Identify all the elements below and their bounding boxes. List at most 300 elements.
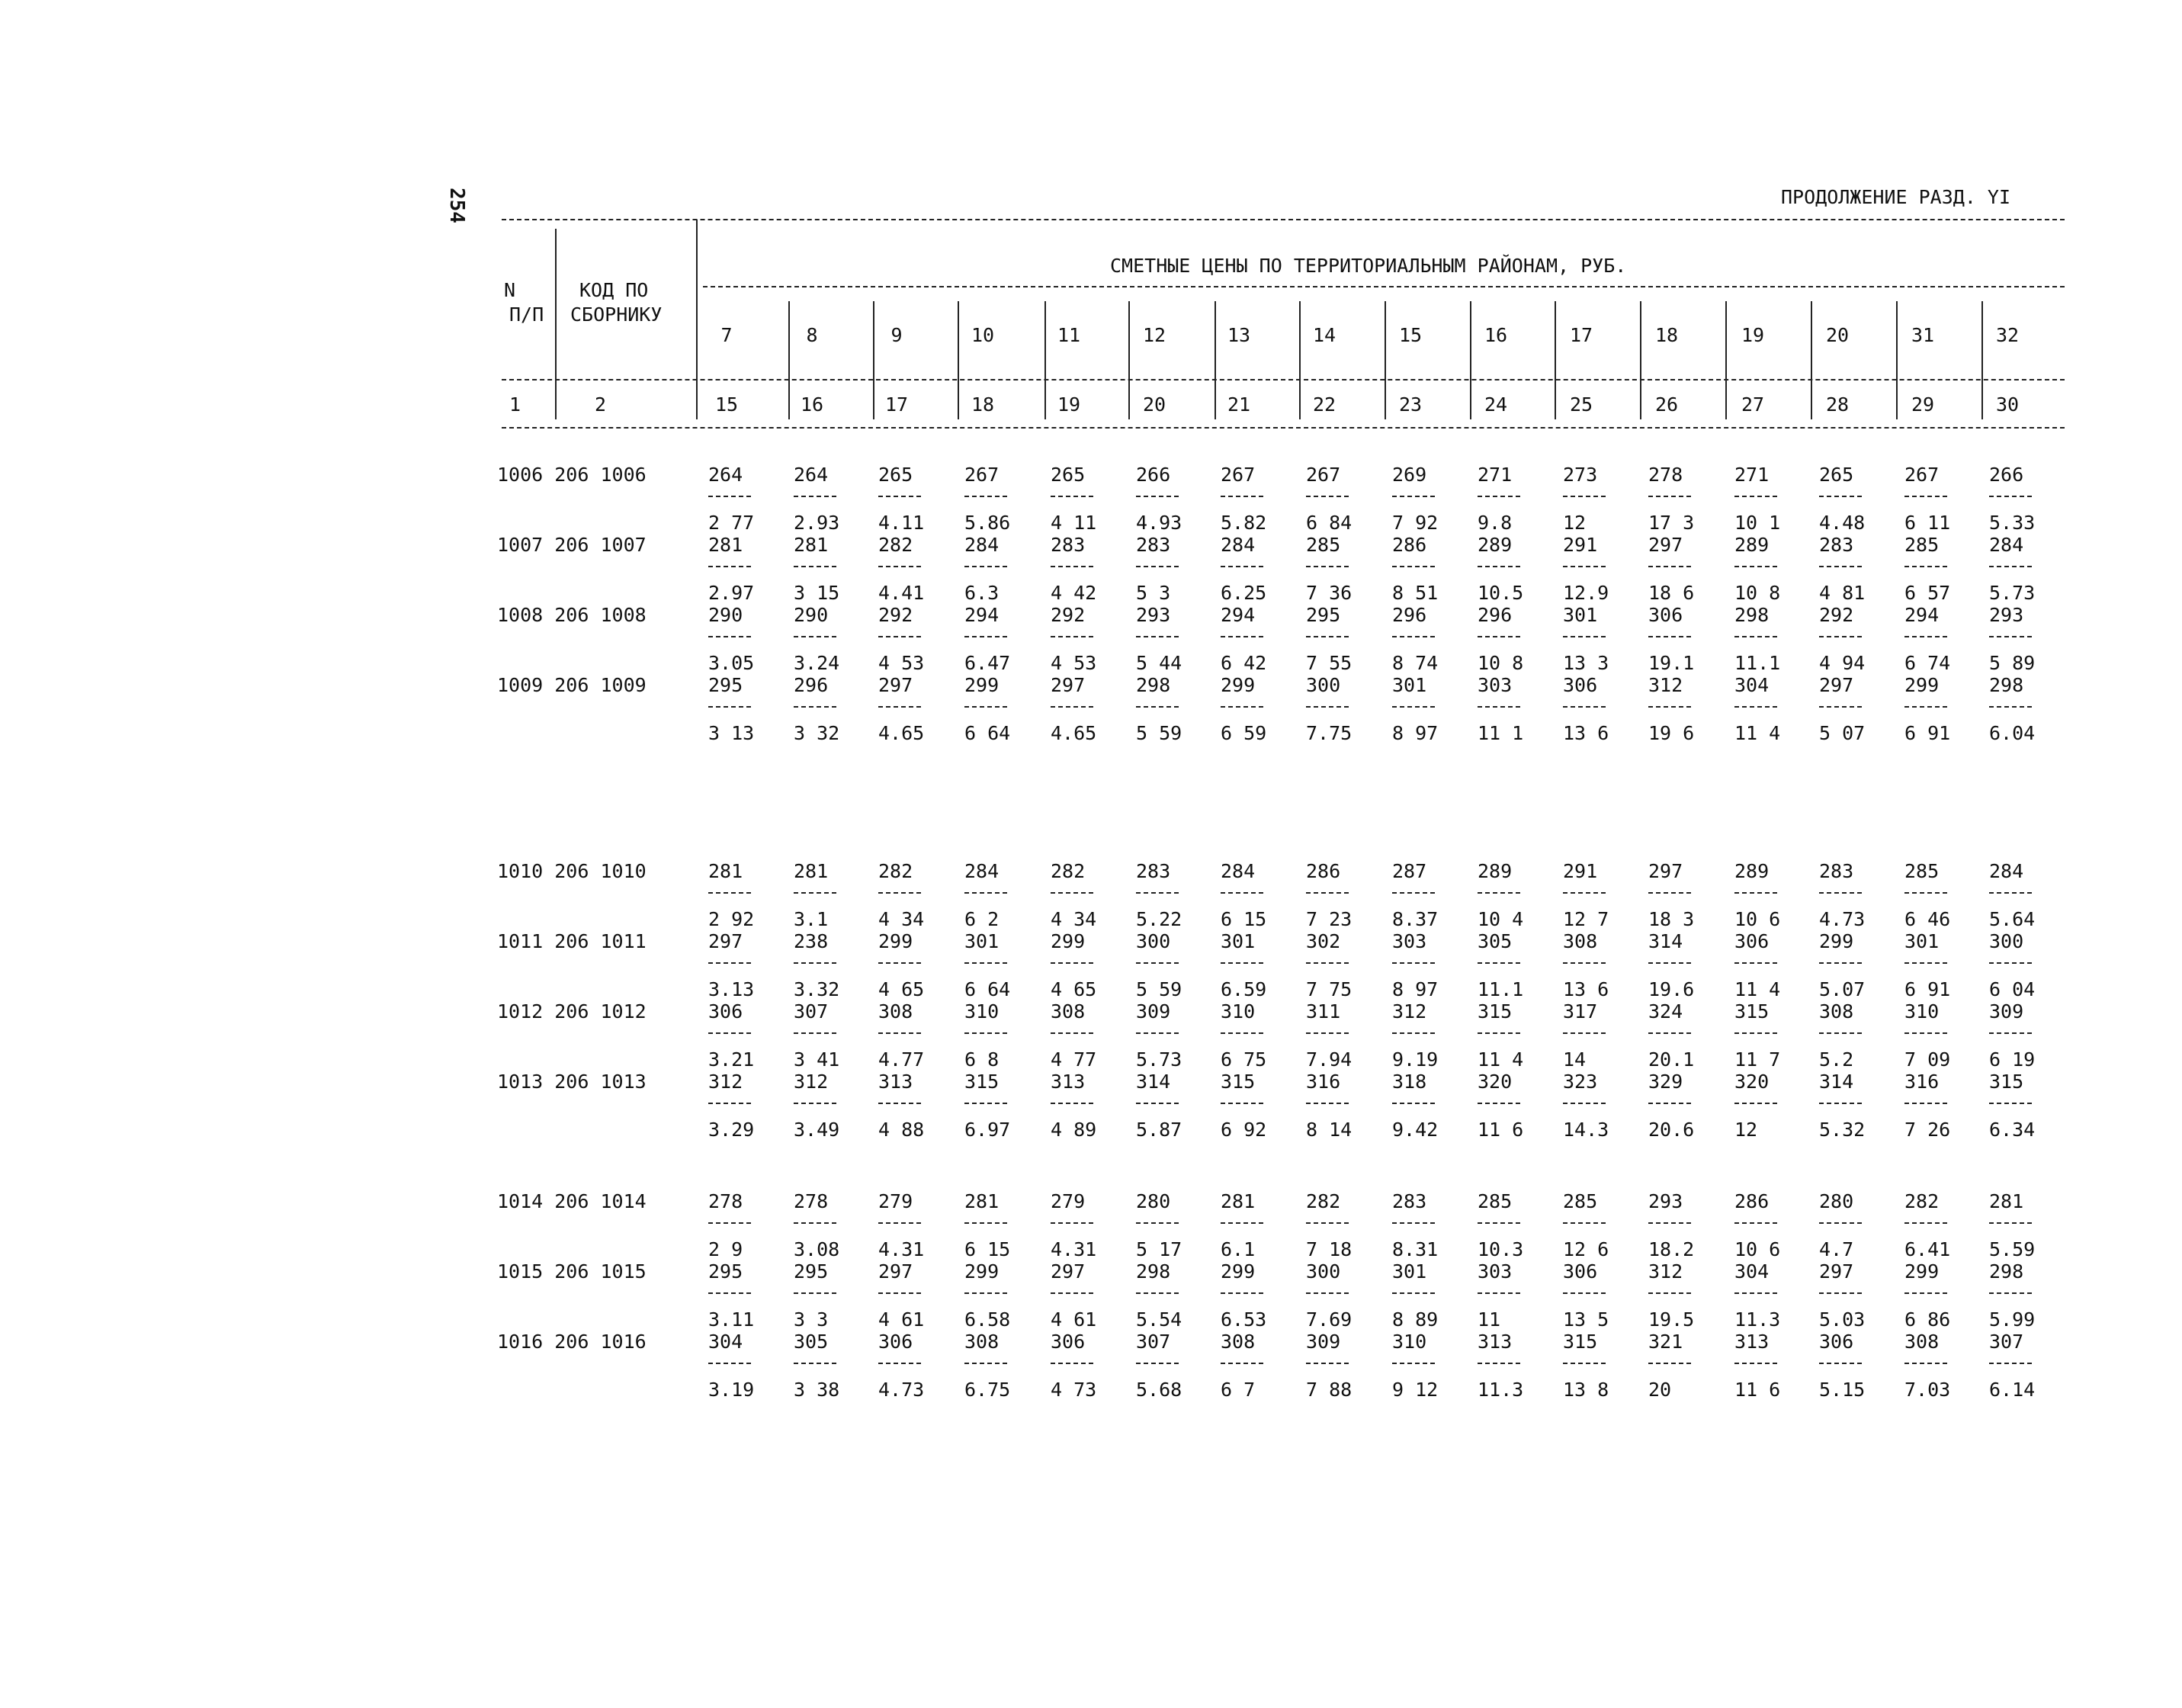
price-top: 298 [1136, 674, 1171, 696]
price-top: 281 [1989, 1190, 2024, 1212]
fraction-bar [1392, 706, 1435, 708]
price-bottom: 6 75 [1221, 1048, 1267, 1071]
price-top: 306 [1734, 930, 1770, 952]
price-bottom: 4.41 [878, 582, 925, 604]
price-bottom: 6.75 [964, 1379, 1011, 1401]
fraction-bar [878, 1103, 921, 1104]
price-top: 267 [964, 464, 1000, 486]
fraction-bar [964, 636, 1007, 637]
price-top: 317 [1563, 1000, 1598, 1023]
district-group-title: СМЕТНЫЕ ЦЕНЫ ПО ТЕРРИТОРИАЛЬНЫМ РАЙОНАМ, РУБ. [1110, 255, 1627, 277]
row-code: 1010 206 1010 [497, 860, 647, 882]
price-bottom: 6 15 [964, 1238, 1011, 1260]
price-top: 323 [1563, 1071, 1598, 1093]
column-number: 23 [1398, 393, 1423, 416]
fraction-bar [964, 1292, 1007, 1294]
fraction-bar [1392, 1032, 1435, 1034]
fraction-bar [1136, 892, 1179, 894]
price-bottom: 6.53 [1221, 1308, 1267, 1331]
price-bottom: 5 89 [1989, 652, 2036, 674]
price-bottom: 3 41 [794, 1048, 840, 1071]
column-divider [1896, 301, 1898, 419]
price-bottom: 8 74 [1392, 652, 1439, 674]
price-bottom: 6.97 [964, 1119, 1011, 1141]
fraction-bar [1563, 892, 1606, 894]
fraction-bar [1478, 1222, 1520, 1224]
price-bottom: 8 51 [1392, 582, 1439, 604]
price-top: 300 [1136, 930, 1171, 952]
price-bottom: 4 61 [878, 1308, 925, 1331]
fraction-bar [1563, 1363, 1606, 1364]
price-top: 299 [964, 674, 1000, 696]
price-top: 329 [1648, 1071, 1683, 1093]
price-bottom: 4.93 [1136, 512, 1182, 534]
fraction-bar [1904, 892, 1947, 894]
fraction-bar [878, 1292, 921, 1294]
price-top: 283 [1136, 534, 1171, 556]
district-label: 31 [1911, 324, 1935, 346]
price-top: 309 [1989, 1000, 2024, 1023]
price-bottom: 2 92 [708, 908, 755, 930]
price-bottom: 8.31 [1392, 1238, 1439, 1260]
price-top: 283 [1819, 860, 1854, 882]
price-bottom: 3.1 [794, 908, 829, 930]
price-bottom: 6 8 [964, 1048, 1000, 1071]
price-bottom: 10 8 [1478, 652, 1524, 674]
price-bottom: 7 36 [1306, 582, 1353, 604]
fraction-bar [1306, 566, 1349, 567]
price-bottom: 4 77 [1051, 1048, 1097, 1071]
fraction-bar [708, 566, 751, 567]
fraction-bar [1136, 1363, 1179, 1364]
price-bottom: 7.94 [1306, 1048, 1353, 1071]
price-top: 307 [1989, 1331, 2024, 1353]
price-bottom: 19.1 [1648, 652, 1695, 674]
price-top: 303 [1478, 1260, 1513, 1283]
price-bottom: 4.65 [1051, 722, 1097, 744]
fraction-bar [1136, 962, 1179, 964]
header-bottom-rule [502, 427, 2065, 429]
price-bottom: 6 92 [1221, 1119, 1267, 1141]
fraction-bar [1904, 636, 1947, 637]
price-top: 282 [1051, 860, 1086, 882]
price-bottom: 6 11 [1904, 512, 1951, 534]
price-top: 299 [964, 1260, 1000, 1283]
price-top: 278 [708, 1190, 743, 1212]
fraction-bar [1819, 1292, 1862, 1294]
fraction-bar [1648, 706, 1691, 708]
price-top: 291 [1563, 860, 1598, 882]
price-top: 281 [964, 1190, 1000, 1212]
price-top: 282 [878, 534, 913, 556]
fraction-bar [1478, 1292, 1520, 1294]
price-top: 297 [878, 1260, 913, 1283]
price-bottom: 3.49 [794, 1119, 840, 1141]
price-bottom: 4.31 [878, 1238, 925, 1260]
fraction-bar [1904, 706, 1947, 708]
price-bottom: 3.24 [794, 652, 840, 674]
fraction-bar [1136, 706, 1179, 708]
price-top: 266 [1989, 464, 2024, 486]
price-top: 306 [1819, 1331, 1854, 1353]
price-top: 315 [1563, 1331, 1598, 1353]
price-top: 292 [1051, 604, 1086, 626]
price-top: 286 [1392, 534, 1427, 556]
price-top: 314 [1648, 930, 1683, 952]
fraction-bar [1563, 566, 1606, 567]
price-bottom: 3 38 [794, 1379, 840, 1401]
district-label: 10 [971, 324, 995, 346]
fraction-bar [1478, 636, 1520, 637]
price-bottom: 3 3 [794, 1308, 829, 1331]
fraction-bar [794, 1103, 836, 1104]
price-top: 309 [1136, 1000, 1171, 1023]
price-top: 306 [1648, 604, 1683, 626]
price-top: 299 [1221, 1260, 1256, 1283]
price-bottom: 5.03 [1819, 1308, 1866, 1331]
fraction-bar [1051, 636, 1093, 637]
column-number: 28 [1825, 393, 1850, 416]
price-top: 295 [1306, 604, 1341, 626]
price-bottom: 3.13 [708, 978, 755, 1000]
row-code: 1011 206 1011 [497, 930, 647, 952]
price-bottom: 6 15 [1221, 908, 1267, 930]
fraction-bar [708, 706, 751, 708]
fraction-bar [1734, 892, 1777, 894]
price-top: 312 [1648, 1260, 1683, 1283]
row-code: 1015 206 1015 [497, 1260, 647, 1283]
price-bottom: 6 86 [1904, 1308, 1951, 1331]
fraction-bar [1221, 962, 1263, 964]
price-top: 302 [1306, 930, 1341, 952]
price-top: 281 [708, 534, 743, 556]
price-top: 299 [1904, 674, 1940, 696]
fraction-bar [1478, 1363, 1520, 1364]
fraction-bar [1819, 566, 1862, 567]
price-top: 299 [878, 930, 913, 952]
fraction-bar [1989, 1222, 2032, 1224]
price-top: 300 [1306, 1260, 1341, 1283]
column-divider [1640, 301, 1641, 419]
price-bottom: 6.58 [964, 1308, 1011, 1331]
price-top: 320 [1734, 1071, 1770, 1093]
price-bottom: 10 4 [1478, 908, 1524, 930]
price-top: 290 [794, 604, 829, 626]
price-top: 299 [1819, 930, 1854, 952]
price-top: 264 [794, 464, 829, 486]
district-label: 32 [1995, 324, 2020, 346]
price-top: 284 [1989, 860, 2024, 882]
fraction-bar [1989, 1363, 2032, 1364]
column-divider [1128, 301, 1130, 419]
price-top: 283 [1136, 860, 1171, 882]
price-bottom: 2.97 [708, 582, 755, 604]
price-top: 278 [794, 1190, 829, 1212]
price-bottom: 12 [1734, 1119, 1758, 1141]
fraction-bar [1221, 1292, 1263, 1294]
fraction-bar [1051, 706, 1093, 708]
row-code: 1014 206 1014 [497, 1190, 647, 1212]
column-divider [1299, 301, 1301, 419]
price-top: 282 [1904, 1190, 1940, 1212]
column-divider [1555, 301, 1556, 419]
fraction-bar [794, 566, 836, 567]
price-top: 308 [1221, 1331, 1256, 1353]
fraction-bar [1221, 1032, 1263, 1034]
price-top: 315 [1221, 1071, 1256, 1093]
fraction-bar [1904, 1292, 1947, 1294]
fraction-bar [1734, 636, 1777, 637]
price-top: 294 [964, 604, 1000, 626]
price-top: 294 [1221, 604, 1256, 626]
price-top: 312 [1648, 674, 1683, 696]
fraction-bar [1819, 892, 1862, 894]
header-top-rule [502, 219, 2065, 220]
price-bottom: 6.3 [964, 582, 1000, 604]
fraction-bar [1306, 1032, 1349, 1034]
fraction-bar [878, 636, 921, 637]
price-top: 280 [1819, 1190, 1854, 1212]
price-bottom: 11.3 [1478, 1379, 1524, 1401]
price-bottom: 4 11 [1051, 512, 1097, 534]
fraction-bar [1051, 1032, 1093, 1034]
price-bottom: 13 3 [1563, 652, 1609, 674]
col-n-label-2: П/П [509, 303, 544, 326]
price-bottom: 11.3 [1734, 1308, 1781, 1331]
price-top: 279 [878, 1190, 913, 1212]
price-top: 301 [1563, 604, 1598, 626]
price-bottom: 10 8 [1734, 582, 1781, 604]
row-code: 1012 206 1012 [497, 1000, 647, 1023]
price-top: 306 [878, 1331, 913, 1353]
price-bottom: 5 17 [1136, 1238, 1182, 1260]
price-top: 292 [1819, 604, 1854, 626]
fraction-bar [1478, 496, 1520, 497]
price-top: 318 [1392, 1071, 1427, 1093]
fraction-bar [1648, 1363, 1691, 1364]
price-bottom: 6.41 [1904, 1238, 1951, 1260]
price-bottom: 4 34 [1051, 908, 1097, 930]
price-bottom: 4.65 [878, 722, 925, 744]
fraction-bar [1563, 1103, 1606, 1104]
price-bottom: 7 88 [1306, 1379, 1353, 1401]
fraction-bar [708, 1292, 751, 1294]
column-number: 19 [1057, 393, 1081, 416]
price-bottom: 13 5 [1563, 1308, 1609, 1331]
fraction-bar [1989, 962, 2032, 964]
price-top: 313 [1478, 1331, 1513, 1353]
price-top: 289 [1478, 534, 1513, 556]
price-bottom: 6.04 [1989, 722, 2036, 744]
price-top: 297 [1648, 860, 1683, 882]
fraction-bar [1392, 1103, 1435, 1104]
fraction-bar [1819, 496, 1862, 497]
fraction-bar [1989, 1032, 2032, 1034]
price-bottom: 5.73 [1136, 1048, 1182, 1071]
fraction-bar [964, 1222, 1007, 1224]
price-top: 265 [1051, 464, 1086, 486]
fraction-bar [1563, 496, 1606, 497]
price-top: 295 [708, 674, 743, 696]
price-bottom: 3.19 [708, 1379, 755, 1401]
column-number: 20 [1142, 393, 1166, 416]
price-bottom: 18 6 [1648, 582, 1695, 604]
district-label: 20 [1825, 324, 1850, 346]
price-top: 306 [1051, 1331, 1086, 1353]
price-bottom: 7 92 [1392, 512, 1439, 534]
price-top: 281 [708, 860, 743, 882]
price-top: 301 [1904, 930, 1940, 952]
price-bottom: 5.07 [1819, 978, 1866, 1000]
fraction-bar [794, 636, 836, 637]
price-top: 289 [1734, 860, 1770, 882]
price-bottom: 5.59 [1989, 1238, 2036, 1260]
price-top: 293 [1648, 1190, 1683, 1212]
price-top: 304 [1734, 674, 1770, 696]
price-bottom: 18 3 [1648, 908, 1695, 930]
price-bottom: 6.59 [1221, 978, 1267, 1000]
fraction-bar [1904, 962, 1947, 964]
fraction-bar [1904, 566, 1947, 567]
column-divider [1470, 301, 1471, 419]
price-bottom: 3.32 [794, 978, 840, 1000]
price-top: 307 [1136, 1331, 1171, 1353]
price-top: 296 [1478, 604, 1513, 626]
header-sub-rule [502, 379, 2065, 380]
fraction-bar [1904, 1103, 1947, 1104]
price-bottom: 6.25 [1221, 582, 1267, 604]
price-top: 305 [1478, 930, 1513, 952]
fraction-bar [1136, 566, 1179, 567]
price-top: 297 [1648, 534, 1683, 556]
price-top: 297 [1051, 674, 1086, 696]
fraction-bar [1989, 636, 2032, 637]
fraction-bar [1136, 1103, 1179, 1104]
price-bottom: 14.3 [1563, 1119, 1609, 1141]
header-mid-rule [703, 286, 2065, 287]
price-top: 306 [1563, 674, 1598, 696]
price-bottom: 4 61 [1051, 1308, 1097, 1331]
fraction-bar [1392, 962, 1435, 964]
district-label: 7 [720, 324, 733, 346]
price-bottom: 7.69 [1306, 1308, 1353, 1331]
price-top: 298 [1989, 1260, 2024, 1283]
price-top: 310 [964, 1000, 1000, 1023]
column-number: 26 [1654, 393, 1679, 416]
column-number: 24 [1484, 393, 1508, 416]
price-top: 308 [1563, 930, 1598, 952]
header-divider-1 [555, 229, 557, 419]
price-bottom: 6 74 [1904, 652, 1951, 674]
fraction-bar [1051, 1363, 1093, 1364]
price-top: 320 [1478, 1071, 1513, 1093]
price-bottom: 11 4 [1478, 1048, 1524, 1071]
district-label: 17 [1569, 324, 1593, 346]
price-top: 297 [878, 674, 913, 696]
fraction-bar [1734, 1222, 1777, 1224]
price-top: 313 [1051, 1071, 1086, 1093]
price-top: 279 [1051, 1190, 1086, 1212]
price-top: 304 [708, 1331, 743, 1353]
fraction-bar [1648, 566, 1691, 567]
fraction-bar [708, 1103, 751, 1104]
fraction-bar [708, 496, 751, 497]
price-top: 284 [1989, 534, 2024, 556]
price-top: 310 [1221, 1000, 1256, 1023]
district-label: 12 [1142, 324, 1166, 346]
fraction-bar [1221, 636, 1263, 637]
column-divider [1981, 301, 1983, 419]
fraction-bar [1819, 1032, 1862, 1034]
price-bottom: 5.32 [1819, 1119, 1866, 1141]
fraction-bar [1478, 962, 1520, 964]
fraction-bar [878, 1032, 921, 1034]
column-divider [1725, 301, 1727, 419]
fraction-bar [1819, 1363, 1862, 1364]
price-bottom: 5 3 [1136, 582, 1171, 604]
fraction-bar [1392, 566, 1435, 567]
price-top: 298 [1136, 1260, 1171, 1283]
price-top: 273 [1563, 464, 1598, 486]
fraction-bar [1648, 1292, 1691, 1294]
price-top: 303 [1478, 674, 1513, 696]
fraction-bar [1734, 962, 1777, 964]
fraction-bar [1051, 1103, 1093, 1104]
fraction-bar [964, 496, 1007, 497]
price-bottom: 11.1 [1734, 652, 1781, 674]
fraction-bar [1306, 1292, 1349, 1294]
fraction-bar [794, 1222, 836, 1224]
column-number: 25 [1569, 393, 1593, 416]
fraction-bar [878, 496, 921, 497]
price-bottom: 12 6 [1563, 1238, 1609, 1260]
price-bottom: 4 34 [878, 908, 925, 930]
price-top: 312 [1392, 1000, 1427, 1023]
price-bottom: 10.3 [1478, 1238, 1524, 1260]
price-top: 290 [708, 604, 743, 626]
fraction-bar [1648, 962, 1691, 964]
price-bottom: 13 8 [1563, 1379, 1609, 1401]
fraction-bar [1051, 496, 1093, 497]
price-top: 308 [1904, 1331, 1940, 1353]
fraction-bar [964, 1032, 1007, 1034]
fraction-bar [1221, 706, 1263, 708]
price-top: 311 [1306, 1000, 1341, 1023]
fraction-bar [964, 706, 1007, 708]
price-top: 306 [708, 1000, 743, 1023]
price-bottom: 8 89 [1392, 1308, 1439, 1331]
price-top: 308 [1819, 1000, 1854, 1023]
price-top: 312 [708, 1071, 743, 1093]
price-top: 301 [1392, 1260, 1427, 1283]
price-bottom: 6 84 [1306, 512, 1353, 534]
price-bottom: 4.77 [878, 1048, 925, 1071]
price-bottom: 2 9 [708, 1238, 743, 1260]
fraction-bar [1989, 1292, 2032, 1294]
price-top: 289 [1478, 860, 1513, 882]
price-bottom: 7 09 [1904, 1048, 1951, 1071]
fraction-bar [1563, 706, 1606, 708]
col-code-label: КОД ПО [579, 279, 649, 301]
price-top: 298 [1734, 604, 1770, 626]
price-bottom: 4 53 [1051, 652, 1097, 674]
fraction-bar [708, 1363, 751, 1364]
price-bottom: 11.1 [1478, 978, 1524, 1000]
price-top: 286 [1734, 1190, 1770, 1212]
fraction-bar [708, 1032, 751, 1034]
price-top: 305 [794, 1331, 829, 1353]
fraction-bar [1392, 892, 1435, 894]
